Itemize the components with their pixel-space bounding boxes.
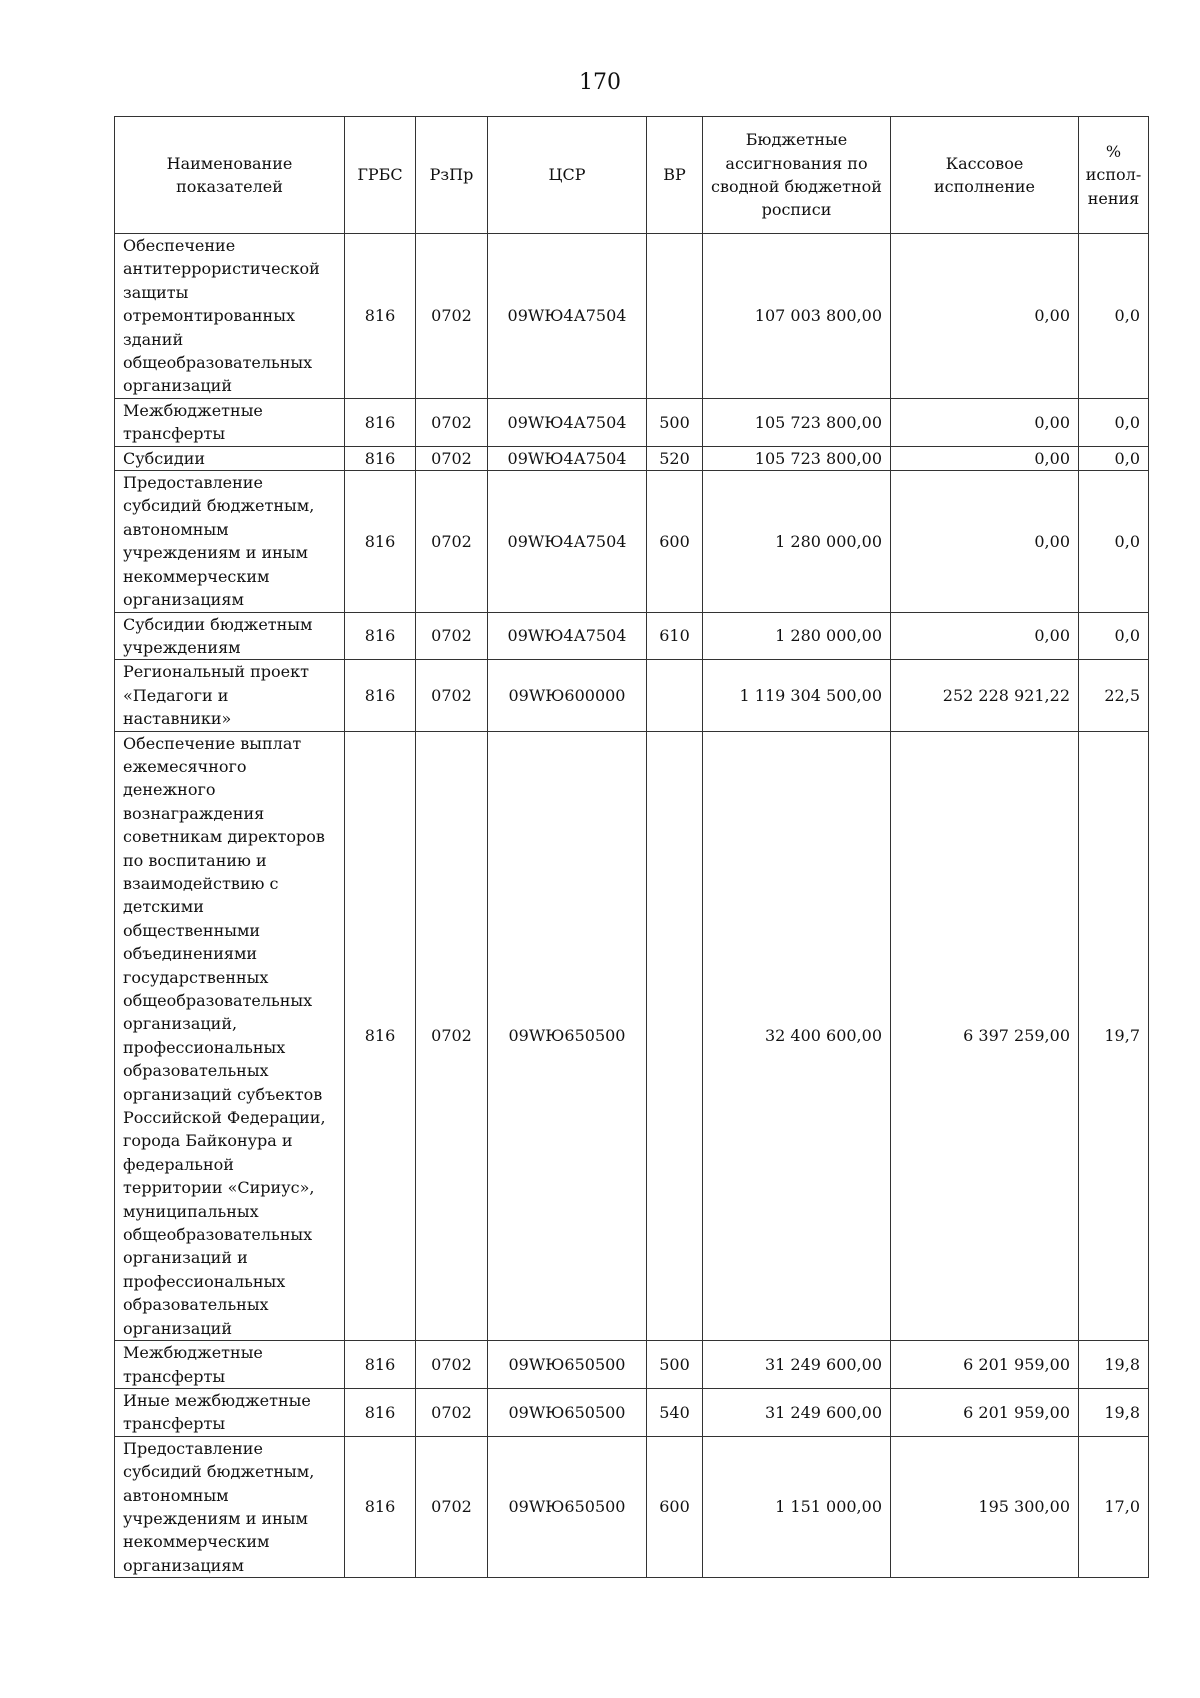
cell-percent: 0,0 bbox=[1079, 234, 1149, 399]
cell-rzpr: 0702 bbox=[416, 731, 488, 1341]
cell-execution: 0,00 bbox=[891, 446, 1079, 470]
cell-name: Предоставление субсидий бюджетным, автономным учреждениям и иным некоммерческим организациям bbox=[115, 471, 345, 612]
cell-assignments: 31 249 600,00 bbox=[703, 1388, 891, 1436]
cell-percent: 19,7 bbox=[1079, 731, 1149, 1341]
cell-execution: 252 228 921,22 bbox=[891, 660, 1079, 731]
table-row bbox=[115, 612, 1149, 660]
cell-grbs: 816 bbox=[345, 234, 416, 399]
cell-assignments: 105 723 800,00 bbox=[703, 446, 891, 470]
cell-rzpr: 0702 bbox=[416, 660, 488, 731]
cell-grbs: 816 bbox=[345, 1436, 416, 1577]
cell-name: Обеспечение выплат ежемесячного денежного вознаграждения советникам директоров по воспитанию и взаимодействию с детскими общественными объединениями государственных общеобразовательных организаций, профессиональных образовательных организаций субъектов Российской Федерации, города Байконура и федеральной территории «Сириус», муниципальных общеобразовательных организаций и профессиональных образовательных организаций bbox=[115, 731, 345, 1341]
cell-rzpr: 0702 bbox=[416, 234, 488, 399]
header-name: Наименование показателей bbox=[115, 117, 345, 234]
cell-vr bbox=[647, 731, 703, 1341]
cell-percent: 17,0 bbox=[1079, 1436, 1149, 1577]
header-execution: Кассовое исполнение bbox=[891, 117, 1079, 234]
cell-rzpr: 0702 bbox=[416, 1436, 488, 1577]
header-row bbox=[115, 117, 1149, 234]
budget-table bbox=[114, 116, 1149, 1578]
cell-name: Иные межбюджетные трансферты bbox=[115, 1388, 345, 1436]
cell-execution: 0,00 bbox=[891, 471, 1079, 612]
table-row bbox=[115, 1341, 1149, 1389]
cell-vr: 520 bbox=[647, 446, 703, 470]
header-vr: ВР bbox=[647, 117, 703, 234]
cell-name: Межбюджетные трансферты bbox=[115, 1341, 345, 1389]
cell-vr bbox=[647, 234, 703, 399]
cell-rzpr: 0702 bbox=[416, 612, 488, 660]
cell-percent: 0,0 bbox=[1079, 398, 1149, 446]
cell-rzpr: 0702 bbox=[416, 398, 488, 446]
cell-csr: 09WЮ650500 bbox=[488, 1436, 647, 1577]
cell-percent: 19,8 bbox=[1079, 1388, 1149, 1436]
table-row bbox=[115, 398, 1149, 446]
cell-name: Субсидии bbox=[115, 446, 345, 470]
cell-name: Субсидии бюджетным учреждениям bbox=[115, 612, 345, 660]
cell-execution: 0,00 bbox=[891, 398, 1079, 446]
cell-csr: 09WЮ4А7504 bbox=[488, 612, 647, 660]
cell-csr: 09WЮ4А7504 bbox=[488, 398, 647, 446]
table-row bbox=[115, 446, 1149, 470]
cell-rzpr: 0702 bbox=[416, 471, 488, 612]
cell-vr: 500 bbox=[647, 1341, 703, 1389]
cell-grbs: 816 bbox=[345, 612, 416, 660]
cell-percent: 0,0 bbox=[1079, 471, 1149, 612]
cell-vr bbox=[647, 660, 703, 731]
cell-grbs: 816 bbox=[345, 398, 416, 446]
cell-csr: 09WЮ4А7504 bbox=[488, 471, 647, 612]
cell-name: Обеспечение антитеррористической защиты отремонтированных зданий общеобразовательных организаций bbox=[115, 234, 345, 399]
cell-grbs: 816 bbox=[345, 471, 416, 612]
cell-execution: 6 397 259,00 bbox=[891, 731, 1079, 1341]
cell-assignments: 1 280 000,00 bbox=[703, 471, 891, 612]
cell-csr: 09WЮ4А7504 bbox=[488, 234, 647, 399]
cell-assignments: 32 400 600,00 bbox=[703, 731, 891, 1341]
cell-name: Предоставление субсидий бюджетным, автономным учреждениям и иным некоммерческим организациям bbox=[115, 1436, 345, 1577]
cell-rzpr: 0702 bbox=[416, 1341, 488, 1389]
cell-execution: 195 300,00 bbox=[891, 1436, 1079, 1577]
cell-percent: 0,0 bbox=[1079, 446, 1149, 470]
cell-grbs: 816 bbox=[345, 1341, 416, 1389]
cell-rzpr: 0702 bbox=[416, 446, 488, 470]
cell-percent: 22,5 bbox=[1079, 660, 1149, 731]
cell-assignments: 1 119 304 500,00 bbox=[703, 660, 891, 731]
cell-grbs: 816 bbox=[345, 660, 416, 731]
header-percent: % испол-нения bbox=[1079, 117, 1149, 234]
cell-execution: 0,00 bbox=[891, 234, 1079, 399]
cell-grbs: 816 bbox=[345, 731, 416, 1341]
cell-execution: 0,00 bbox=[891, 612, 1079, 660]
cell-name: Межбюджетные трансферты bbox=[115, 398, 345, 446]
cell-csr: 09WЮ650500 bbox=[488, 1341, 647, 1389]
cell-vr: 600 bbox=[647, 471, 703, 612]
table-row bbox=[115, 234, 1149, 399]
cell-rzpr: 0702 bbox=[416, 1388, 488, 1436]
cell-csr: 09WЮ650500 bbox=[488, 731, 647, 1341]
cell-vr: 600 bbox=[647, 1436, 703, 1577]
cell-csr: 09WЮ600000 bbox=[488, 660, 647, 731]
cell-percent: 19,8 bbox=[1079, 1341, 1149, 1389]
cell-percent: 0,0 bbox=[1079, 612, 1149, 660]
cell-vr: 500 bbox=[647, 398, 703, 446]
cell-assignments: 1 151 000,00 bbox=[703, 1436, 891, 1577]
cell-execution: 6 201 959,00 bbox=[891, 1388, 1079, 1436]
cell-csr: 09WЮ4А7504 bbox=[488, 446, 647, 470]
cell-assignments: 107 003 800,00 bbox=[703, 234, 891, 399]
header-grbs: ГРБС bbox=[345, 117, 416, 234]
page-number: 170 bbox=[579, 70, 621, 95]
header-rzpr: РзПр bbox=[416, 117, 488, 234]
table-row bbox=[115, 1436, 1149, 1577]
header-csr: ЦСР bbox=[488, 117, 647, 234]
cell-csr: 09WЮ650500 bbox=[488, 1388, 647, 1436]
cell-vr: 610 bbox=[647, 612, 703, 660]
cell-assignments: 31 249 600,00 bbox=[703, 1341, 891, 1389]
table-row bbox=[115, 731, 1149, 1341]
table-row bbox=[115, 471, 1149, 612]
cell-name: Региональный проект «Педагоги и наставники» bbox=[115, 660, 345, 731]
header-assignments: Бюджетные ассигнования по сводной бюджетной росписи bbox=[703, 117, 891, 234]
table-row bbox=[115, 1388, 1149, 1436]
cell-grbs: 816 bbox=[345, 446, 416, 470]
cell-execution: 6 201 959,00 bbox=[891, 1341, 1079, 1389]
table-row bbox=[115, 660, 1149, 731]
cell-assignments: 1 280 000,00 bbox=[703, 612, 891, 660]
cell-assignments: 105 723 800,00 bbox=[703, 398, 891, 446]
cell-vr: 540 bbox=[647, 1388, 703, 1436]
cell-grbs: 816 bbox=[345, 1388, 416, 1436]
